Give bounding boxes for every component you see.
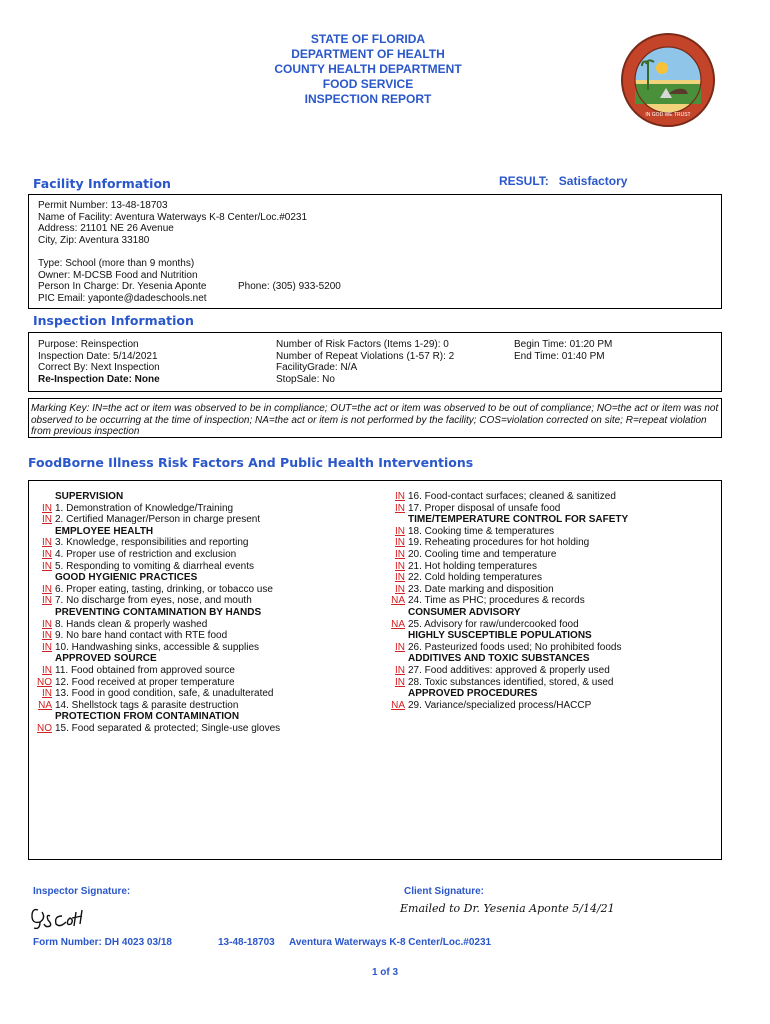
risk-item-row xyxy=(385,619,579,631)
risk-item-label: 11. Food obtained from approved source xyxy=(55,665,235,676)
risk-item-label: 29. Variance/specialized process/HACCP xyxy=(408,699,592,711)
reinspection-date: Re-Inspection Date: None xyxy=(38,374,160,386)
risk-item-row xyxy=(385,537,589,549)
category-heading xyxy=(32,526,153,538)
facility-phone: Phone: (305) 933-5200 xyxy=(238,281,341,292)
risk-item-row xyxy=(32,723,280,735)
risk-item-row xyxy=(385,665,610,677)
category-label: PREVENTING CONTAMINATION BY HANDS xyxy=(55,607,262,618)
category-heading xyxy=(385,514,628,526)
result-value: Satisfactory xyxy=(558,174,628,188)
category-label: TIME/TEMPERATURE CONTROL FOR SAFETY xyxy=(408,514,629,526)
category-label: CONSUMER ADVISORY xyxy=(408,607,521,618)
title-line: DEPARTMENT OF HEALTH xyxy=(291,47,445,61)
risk-item-label: 5. Responding to vomiting & diarrheal events xyxy=(55,560,255,572)
footer-permit-number: 13-48-18703 xyxy=(218,937,275,948)
inspection-purpose: Purpose: Reinspection xyxy=(38,339,139,350)
risk-item-row xyxy=(32,595,252,607)
compliance-status: IN xyxy=(42,560,52,572)
risk-item-label: 22. Cold holding temperatures xyxy=(408,572,542,584)
risk-item-label: 13. Food in good condition, safe, & unadulterated xyxy=(55,688,274,700)
compliance-status: NO xyxy=(37,723,52,734)
compliance-status: IN xyxy=(42,502,52,514)
category-label: ADDITIVES AND TOXIC SUBSTANCES xyxy=(408,653,590,665)
category-label: SUPERVISION xyxy=(55,491,124,502)
inspection-date: Inspection Date: 5/14/2021 xyxy=(38,350,158,362)
compliance-status: IN xyxy=(395,560,405,572)
compliance-status: IN xyxy=(42,618,52,630)
compliance-status: IN xyxy=(42,514,52,526)
inspector-signature-label: Inspector Signature: xyxy=(33,886,131,897)
risk-item-row xyxy=(32,561,254,573)
risk-item-row xyxy=(32,549,236,561)
facility-type: Type: School (more than 9 months) xyxy=(38,257,195,269)
compliance-status: IN xyxy=(395,583,405,595)
risk-item-label: 18. Cooking time & temperatures xyxy=(408,525,555,537)
risk-item-row xyxy=(32,619,207,631)
risk-item-row xyxy=(32,700,238,712)
page-number: 1 of 3 xyxy=(371,967,399,978)
facility-address: Address: 21101 NE 26 Avenue xyxy=(38,223,174,235)
inspector-signature-icon xyxy=(28,902,88,932)
svg-text:IN GOD WE TRUST: IN GOD WE TRUST xyxy=(645,112,691,118)
category-heading xyxy=(385,607,521,619)
risk-item-label: 16. Food-contact surfaces; cleaned & sanitized xyxy=(408,491,616,502)
person-in-charge: Person In Charge: Dr. Yesenia Aponte xyxy=(38,281,207,293)
risk-item-label: 26. Pasteurized foods used; No prohibited foods xyxy=(408,641,622,653)
risk-item-label: 7. No discharge from eyes, nose, and mouth xyxy=(55,595,252,607)
category-label: APPROVED SOURCE xyxy=(55,653,157,665)
risk-item-row xyxy=(385,642,621,654)
category-heading xyxy=(32,491,123,503)
risk-item-row xyxy=(32,584,273,596)
facility-name: Name of Facility: Aventura Waterways K-8 Center/Loc.#0231 xyxy=(38,211,308,223)
compliance-status: IN xyxy=(395,537,405,549)
report-title xyxy=(220,32,516,107)
inspection-heading: Inspection Information xyxy=(33,313,194,328)
compliance-status: IN xyxy=(42,537,52,549)
marking-key-box xyxy=(28,398,722,438)
risk-item-row xyxy=(32,630,227,642)
compliance-status: NO xyxy=(37,676,52,688)
inspection-result xyxy=(499,174,627,188)
facility-city-zip: City, Zip: Aventura 33180 xyxy=(38,235,150,247)
risk-item-label: 17. Proper disposal of unsafe food xyxy=(408,502,561,514)
risk-item-label: 20. Cooling time and temperature xyxy=(408,549,557,560)
compliance-status: IN xyxy=(395,502,405,514)
risk-item-row xyxy=(32,677,235,689)
compliance-status: IN xyxy=(42,641,52,653)
category-label: HIGHLY SUSCEPTIBLE POPULATIONS xyxy=(408,630,592,642)
risk-item-label: 15. Food separated & protected; Single-use gloves xyxy=(55,723,281,734)
stop-sale: StopSale: No xyxy=(276,374,335,386)
category-heading xyxy=(385,630,592,642)
risk-item-row xyxy=(385,526,554,538)
title-line: STATE OF FLORIDA xyxy=(310,32,426,46)
risk-item-row xyxy=(385,584,554,596)
form-number: Form Number: DH 4023 03/18 xyxy=(33,937,172,948)
title-line: COUNTY HEALTH DEPARTMENT xyxy=(274,62,462,76)
risk-item-label: 2. Certified Manager/Person in charge present xyxy=(55,514,261,526)
compliance-status: IN xyxy=(42,549,52,560)
risk-item-label: 3. Knowledge, responsibilities and reporting xyxy=(55,537,249,549)
footer-facility-name: Aventura Waterways K-8 Center/Loc.#0231 xyxy=(289,937,492,948)
compliance-status: IN xyxy=(42,688,52,700)
risk-item-label: 19. Reheating procedures for hot holding xyxy=(408,537,590,549)
category-label: EMPLOYEE HEALTH xyxy=(55,525,154,537)
compliance-status: NA xyxy=(391,595,405,607)
risk-item-row xyxy=(32,537,248,549)
risk-item-label: 24. Time as PHC; procedures & records xyxy=(408,595,585,607)
risk-item-row xyxy=(32,665,235,677)
category-label: GOOD HYGIENIC PRACTICES xyxy=(55,572,198,584)
client-signature-label: Client Signature: xyxy=(404,886,485,897)
risk-item-label: 10. Handwashing sinks, accessible & supplies xyxy=(55,641,259,653)
risk-item-row xyxy=(32,642,259,654)
marking-key: Marking Key: IN=the act or item was observed to be in compliance; OUT=the act or item was observed to be out of compliance; NO=the act or item was not observed to be occurring at the time of inspection; NA=the act or item is not performed by the facility; COS=violation corrected on site; R=repeat violation from previous inspection xyxy=(31,403,719,438)
end-time: End Time: 01:40 PM xyxy=(514,350,605,362)
facility-heading: Facility Information xyxy=(33,176,171,191)
category-heading xyxy=(385,653,590,665)
risk-item-label: 9. No bare hand contact with RTE food xyxy=(55,630,228,642)
risk-item-row xyxy=(385,595,585,607)
compliance-status: IN xyxy=(395,665,405,676)
risk-factors-heading: FoodBorne Illness Risk Factors And Public Health Interventions xyxy=(28,455,474,470)
compliance-status: NA xyxy=(391,699,405,711)
compliance-status: IN xyxy=(395,676,405,688)
risk-item-row xyxy=(385,677,614,689)
compliance-status: IN xyxy=(395,641,405,653)
begin-time: Begin Time: 01:20 PM xyxy=(514,339,613,350)
correct-by: Correct By: Next Inspection xyxy=(38,362,160,374)
compliance-status: IN xyxy=(395,491,405,502)
risk-item-row xyxy=(385,572,542,584)
compliance-status: IN xyxy=(42,630,52,642)
inspection-box xyxy=(28,332,722,392)
facility-box xyxy=(28,194,722,309)
risk-factors-box xyxy=(28,480,722,860)
facility-owner: Owner: M-DCSB Food and Nutrition xyxy=(38,269,198,281)
client-signature: Emailed to Dr. Yesenia Aponte 5/14/21 xyxy=(400,902,615,915)
compliance-status: IN xyxy=(42,665,52,676)
risk-item-row xyxy=(385,561,537,573)
permit-number: Permit Number: 13-48-18703 xyxy=(38,200,168,211)
category-heading xyxy=(32,572,197,584)
category-heading xyxy=(32,711,239,723)
category-heading xyxy=(32,653,157,665)
compliance-status: IN xyxy=(42,583,52,595)
risk-item-row xyxy=(385,491,616,503)
pic-email: PIC Email: yaponte@dadeschools.net xyxy=(38,292,207,304)
risk-item-row xyxy=(385,503,560,515)
risk-item-label: 28. Toxic substances identified, stored, & used xyxy=(408,676,614,688)
compliance-status: IN xyxy=(42,595,52,607)
compliance-status: NA xyxy=(391,618,405,630)
risk-item-label: 21. Hot holding temperatures xyxy=(408,560,537,572)
florida-state-seal-icon xyxy=(620,32,716,128)
risk-item-row xyxy=(385,700,591,712)
risk-item-label: 4. Proper use of restriction and exclusion xyxy=(55,549,237,560)
risk-item-label: 6. Proper eating, tasting, drinking, or tobacco use xyxy=(55,583,273,595)
compliance-status: IN xyxy=(395,572,405,584)
risk-item-row xyxy=(32,688,274,700)
risk-item-label: 23. Date marking and disposition xyxy=(408,583,554,595)
compliance-status: IN xyxy=(395,525,405,537)
compliance-status: IN xyxy=(395,549,405,560)
title-line: FOOD SERVICE xyxy=(322,77,414,91)
result-label: RESULT: xyxy=(499,174,549,188)
category-label: PROTECTION FROM CONTAMINATION xyxy=(55,711,240,723)
facility-grade: FacilityGrade: N/A xyxy=(276,362,358,374)
category-heading xyxy=(385,688,537,700)
risk-item-label: 25. Advisory for raw/undercooked food xyxy=(408,618,579,630)
repeat-violation-count: Number of Repeat Violations (1-57 R): 2 xyxy=(276,350,455,362)
risk-item-row xyxy=(32,503,233,515)
risk-item-row xyxy=(32,514,260,526)
risk-item-label: 8. Hands clean & properly washed xyxy=(55,618,208,630)
risk-item-label: 27. Food additives: approved & properly used xyxy=(408,665,610,676)
title-line: INSPECTION REPORT xyxy=(304,92,432,106)
risk-factor-count: Number of Risk Factors (Items 1-29): 0 xyxy=(276,339,449,350)
risk-item-row xyxy=(385,549,556,561)
risk-item-label: 1. Demonstration of Knowledge/Training xyxy=(55,502,234,514)
compliance-status: NA xyxy=(38,699,52,711)
category-heading xyxy=(32,607,261,619)
risk-item-label: 14. Shellstock tags & parasite destruction xyxy=(55,699,239,711)
risk-item-label: 12. Food received at proper temperature xyxy=(55,676,235,688)
category-label: APPROVED PROCEDURES xyxy=(408,688,538,700)
